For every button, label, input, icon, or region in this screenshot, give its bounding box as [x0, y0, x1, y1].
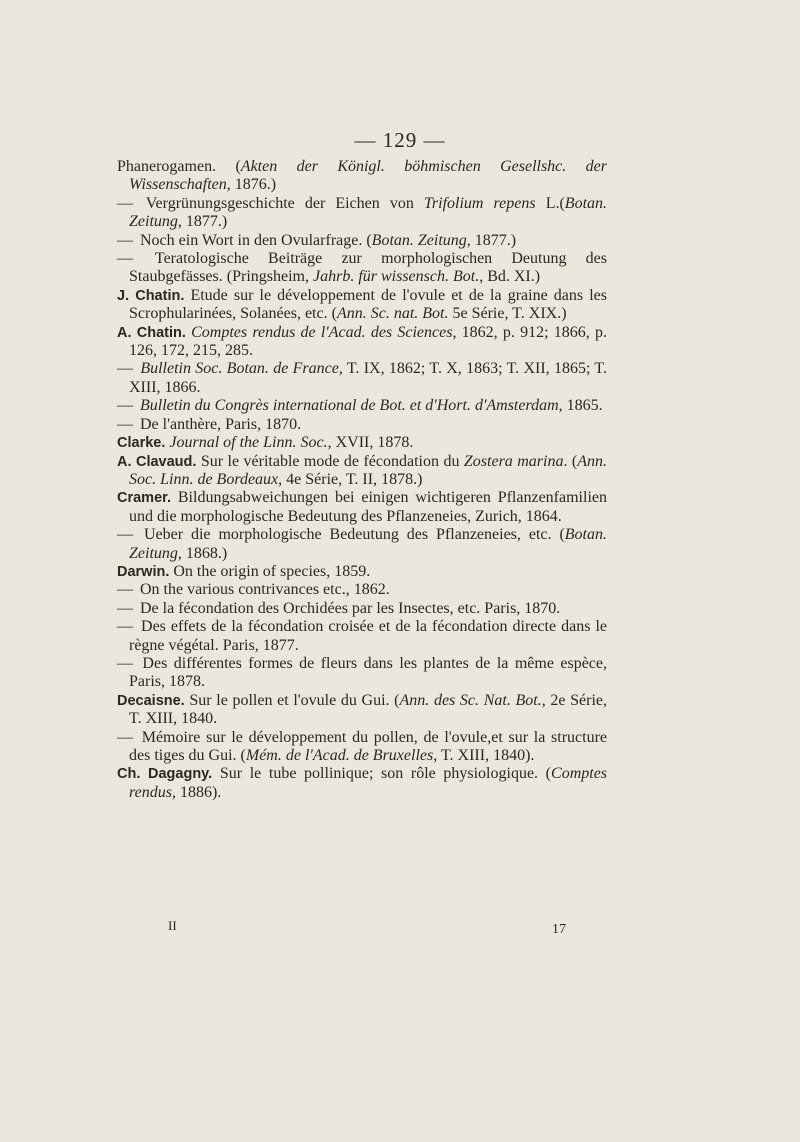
bibliography-entry — [117, 765, 607, 802]
bibliography-entry — [117, 489, 607, 526]
bibliography-entry — [117, 397, 607, 415]
bibliography-entry — [117, 232, 607, 250]
entry-author: Cramer. — [117, 490, 172, 507]
entry-ditto-dash: — — [117, 397, 133, 415]
entry-text: L.( — [535, 194, 565, 212]
entry-text: Noch ein Wort in den Ovularfrage. ( — [136, 231, 372, 249]
entry-ditto-dash: — — [117, 599, 133, 617]
entry-author: Decaisne. — [117, 692, 185, 709]
entry-text: , 1877.) — [177, 213, 228, 231]
entry-title-italic: Ann. des Sc. Nat. Bot. — [399, 691, 542, 709]
entry-text: , 4e Série, T. II, 1878.) — [278, 470, 423, 488]
entry-text: Bildungsabweichungen bei einigen wichtigeren Pflanzenfamilien und die morphologische Bedeutung des Pflanzeneies, Zurich, 1864. — [129, 489, 607, 525]
bibliography-entry — [117, 324, 607, 361]
entry-text: , 2e Série, T. XIII, 1840. — [129, 691, 607, 728]
entry-title-italic: Comptes rendus de l'Acad. des Sciences — [191, 323, 453, 341]
entry-author: Clarke. — [117, 435, 166, 452]
bibliography-entry — [117, 250, 607, 287]
entry-title-italic: Zostera marina — [463, 452, 564, 470]
entry-text: , 1865. — [558, 397, 603, 415]
entry-text: Ueber die morphologische Bedeutung des Pflanzeneies, etc. ( — [136, 526, 565, 544]
entry-text: , 1868.) — [177, 544, 228, 562]
entry-ditto-dash: — — [117, 194, 133, 212]
entry-text: 5e Série, T. XIX.) — [448, 305, 567, 323]
entry-author: Darwin. — [117, 563, 170, 580]
entry-title-italic: Mém. de l'Acad. de Bruxelles — [245, 747, 434, 764]
bibliography-entry — [117, 287, 607, 324]
entry-title-italic: Bulletin Soc. Botan. de France — [140, 360, 339, 378]
entry-author: A. Chatin. — [117, 324, 186, 341]
entry-title-italic: Ann. Soc. Linn. de Bordeaux — [129, 452, 608, 488]
entry-text: Phanerogamen. ( — [117, 158, 241, 175]
entry-text: , XVII, 1878. — [327, 434, 414, 452]
entry-text: , T. IX, 1862; T. X, 1863; T. XII, 1865; T. XIII, 1866. — [129, 360, 608, 396]
entry-title-italic: Botan. Zeitung — [129, 526, 607, 562]
bibliography-entry — [117, 600, 607, 618]
entry-text: , 1862, p. 912; 1866, p. 126, 172, 215, 285. — [129, 323, 608, 360]
entry-text: Sur le véritable mode de fécondation du — [196, 452, 464, 470]
entry-ditto-dash: — — [117, 360, 133, 378]
bibliography-entry — [117, 618, 607, 655]
entry-text: De l'anthère, Paris, 1870. — [136, 415, 302, 433]
bibliography-list — [117, 158, 607, 802]
entry-ditto-dash: — — [117, 526, 133, 544]
entry-text: Sur le tube pollinique; son rôle physiologique. ( — [212, 765, 552, 783]
bibliography-entry — [117, 434, 607, 452]
entry-text: Mémoire sur le développement du pollen, de l'ovule,et sur la structure des tiges du Gui. ( — [129, 728, 607, 764]
bibliography-entry — [117, 729, 607, 766]
bibliography-entry — [117, 655, 607, 692]
entry-title-italic: Comptes rendus — [129, 765, 608, 801]
entry-text: Vergrünungsgeschichte der Eichen von — [136, 194, 424, 212]
entry-text: On the various contrivances etc., 1862. — [136, 581, 390, 599]
entry-ditto-dash: — — [117, 654, 133, 672]
entry-title-italic: Trifolium repens — [423, 194, 536, 212]
entry-ditto-dash: — — [117, 415, 133, 433]
entry-text: . ( — [563, 452, 578, 470]
entry-title-italic: Bulletin du Congrès international de Bot. et d'Hort. d'Amsterdam — [140, 397, 559, 415]
entry-ditto-dash: — — [117, 581, 133, 599]
bibliography-entry — [117, 195, 607, 232]
bibliography-entry — [117, 453, 607, 490]
entry-title-italic: Botan. Zeitung — [129, 194, 608, 231]
entry-ditto-dash: — — [117, 231, 133, 249]
bibliography-entry — [117, 416, 607, 434]
entry-text: , 1876.) — [226, 176, 277, 194]
entry-title-italic: Journal of the Linn. Soc. — [169, 434, 328, 452]
entry-ditto-dash: — — [117, 250, 133, 268]
entry-author: Ch. Dagagny. — [117, 766, 213, 783]
bibliography-entry — [117, 360, 607, 397]
folio-number: 17 — [552, 922, 566, 937]
entry-text: , Bd. XI.) — [479, 268, 541, 286]
entry-text: De la fécondation des Orchidées par les Insectes, etc. Paris, 1870. — [136, 599, 561, 617]
page-number: — 129 — — [354, 128, 446, 152]
entry-text: , T. XIII, 1840). — [433, 747, 535, 764]
entry-text: Teratologische Beiträge zur morphologischen Deutung des Staubgefässes. (Pringsheim, — [129, 250, 607, 286]
signature-mark: II — [168, 918, 177, 933]
entry-ditto-dash: — — [117, 618, 133, 636]
entry-title-italic: Akten der Königl. böhmischen Gesellshc. der Wissenschaften — [129, 158, 607, 194]
entry-text: On the origin of species, 1859. — [169, 562, 371, 580]
entry-title-italic: Botan. Zeitung — [371, 231, 467, 249]
entry-text: , 1877.) — [466, 231, 517, 249]
entry-author: A. Clavaud. — [117, 453, 197, 470]
entry-text: , 1886). — [171, 783, 222, 801]
entry-text: Des différentes formes de fleurs dans les plantes de la même espèce, Paris, 1878. — [129, 654, 607, 691]
bibliography-entry — [117, 563, 607, 581]
entry-title-italic: Jahrb. für wissensch. Bot. — [312, 268, 480, 286]
entry-text: Etude sur le développement de l'ovule et de la graine dans les Scrophularinées, Solanées, etc. ( — [129, 286, 607, 323]
bibliography-entry — [117, 692, 607, 729]
bibliography-entry — [117, 581, 607, 599]
entry-text: Sur le pollen et l'ovule du Gui. ( — [184, 691, 400, 709]
bibliography-entry — [117, 158, 607, 195]
entry-text: Des effets de la fécondation croisée et de la fécondation directe dans le règne végétal. Paris, 1877. — [129, 618, 607, 654]
bibliography-entry — [117, 526, 607, 563]
entry-ditto-dash: — — [117, 728, 133, 746]
entry-author: J. Chatin. — [117, 287, 185, 304]
entry-title-italic: Ann. Sc. nat. Bot. — [336, 305, 449, 323]
